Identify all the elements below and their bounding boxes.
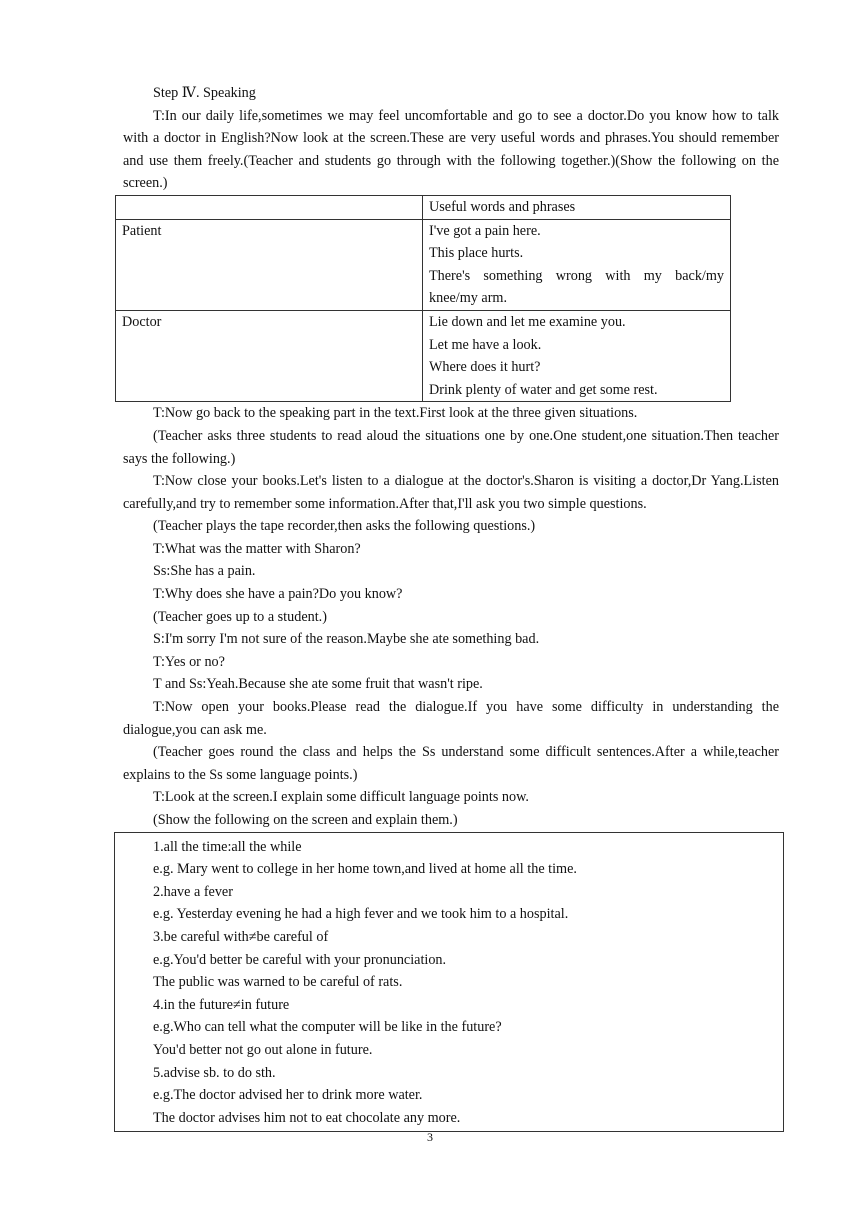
language-point-line: The doctor advises him not to eat chocolate any more.	[153, 1109, 461, 1126]
table-header-left	[116, 195, 423, 219]
phrase: Where does it hurt?	[429, 359, 541, 376]
useful-phrases-table	[115, 195, 731, 402]
step-heading: Step Ⅳ. Speaking	[153, 85, 256, 101]
language-point-line: 4.in the future≠in future	[153, 996, 290, 1013]
paragraph: (Teacher asks three students to read aloud the situations one by one.One student,one situation.Then teacher says the following.)	[123, 427, 779, 467]
role-cell-doctor: Doctor	[116, 310, 423, 401]
document-page	[123, 82, 779, 1132]
paragraph: Ss:She has a pain.	[153, 563, 256, 580]
paragraph: T:Yes or no?	[153, 653, 225, 670]
phrase: Drink plenty of water and get some rest.	[429, 381, 658, 398]
paragraph: T:Now close your books.Let's listen to a dialogue at the doctor's.Sharon is visiting a doctor,Dr Yang.Listen carefully,and try to remember some information.After that,I'll ask you two simple questions.	[123, 473, 779, 512]
language-point-line: 1.all the time:all the while	[153, 838, 302, 855]
language-points-box	[114, 832, 784, 1133]
phrase: Lie down and let me examine you.	[429, 313, 626, 330]
language-point-line: The public was warned to be careful of rats.	[153, 974, 403, 991]
table-header-row	[116, 195, 731, 219]
phrase: I've got a pain here.	[429, 222, 541, 239]
role-cell-patient: Patient	[116, 219, 423, 310]
language-point-line: You'd better not go out alone in future.	[153, 1041, 373, 1058]
paragraph: T:Look at the screen.I explain some difficult language points now.	[153, 789, 529, 806]
page-number: 3	[427, 1130, 433, 1144]
language-point-line: e.g.The doctor advised her to drink more water.	[153, 1087, 423, 1104]
paragraph: T:Why does she have a pain?Do you know?	[153, 586, 403, 603]
paragraph: T:What was the matter with Sharon?	[153, 540, 361, 557]
phrase: Let me have a look.	[429, 336, 542, 353]
phrases-cell-patient	[423, 219, 731, 310]
language-point-line: e.g.You'd better be careful with your pronunciation.	[153, 951, 447, 968]
paragraph: (Show the following on the screen and explain them.)	[153, 812, 458, 828]
language-point-line: 5.advise sb. to do sth.	[153, 1064, 276, 1081]
language-point-line: 2.have a fever	[153, 883, 233, 900]
language-point-line: e.g. Yesterday evening he had a high fever and we took him to a hospital.	[153, 906, 569, 923]
phrases-cell-doctor	[423, 310, 731, 401]
paragraph: (Teacher goes round the class and helps the Ss understand some difficult sentences.After a while,teacher explains to the Ss some language points.)	[123, 744, 779, 783]
table-row	[116, 219, 731, 310]
paragraph: (Teacher goes up to a student.)	[153, 608, 327, 625]
paragraph: S:I'm sorry I'm not sure of the reason.Maybe she ate something bad.	[153, 631, 540, 648]
language-point-line: e.g. Mary went to college in her home town,and lived at home all the time.	[153, 861, 577, 878]
paragraph: T:Now go back to the speaking part in the text.First look at the three given situations.	[153, 405, 638, 422]
table-header-right: Useful words and phrases	[423, 195, 731, 219]
language-point-line: e.g.Who can tell what the computer will be like in the future?	[153, 1019, 502, 1036]
paragraph: (Teacher plays the tape recorder,then asks the following questions.)	[153, 518, 536, 535]
phrase: This place hurts.	[429, 245, 524, 262]
language-point-line: 3.be careful with≠be careful of	[153, 928, 329, 945]
intro-paragraph: T:In our daily life,sometimes we may feel uncomfortable and go to see a doctor.Do you know how to talk with a doctor in English?Now look at the screen.These are very useful words and phrases.You should remember and use them freely.(Teacher and students go through with the following together.)(Show the following on the screen.)	[123, 107, 779, 192]
paragraph: T:Now open your books.Please read the dialogue.If you have some difficulty in understanding the dialogue,you can ask me.	[123, 699, 779, 738]
phrase: There's something wrong with my back/my knee/my arm.	[429, 267, 724, 307]
paragraph: T and Ss:Yeah.Because she ate some fruit that wasn't ripe.	[153, 676, 483, 693]
table-row	[116, 310, 731, 401]
